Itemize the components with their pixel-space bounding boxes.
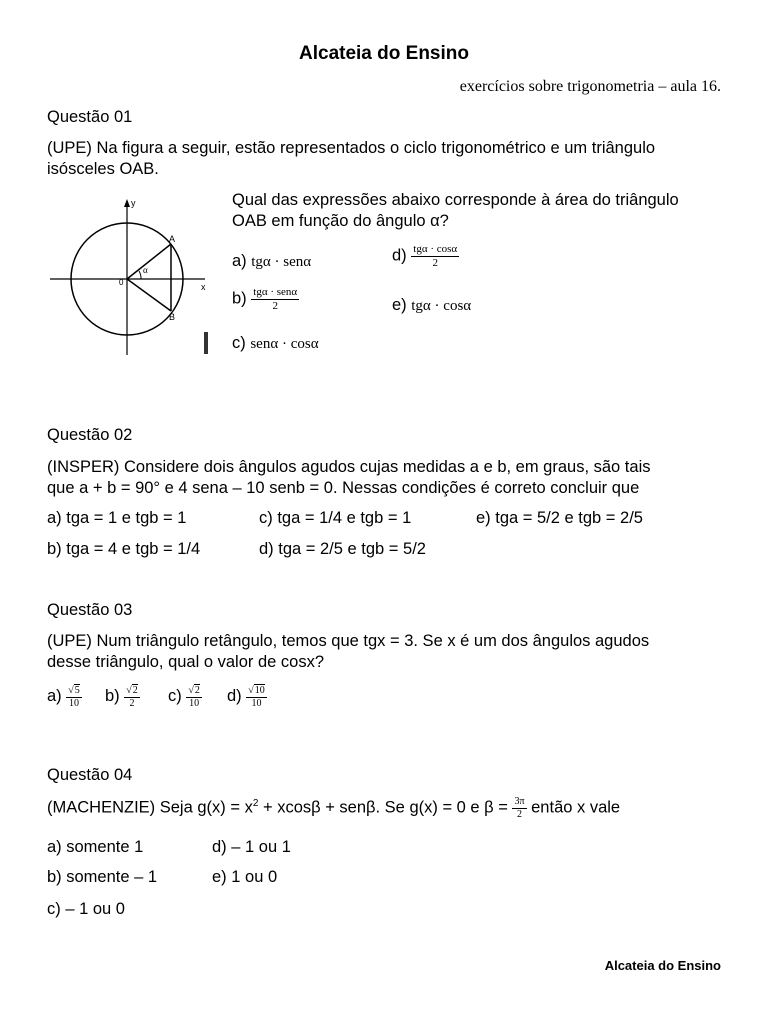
q3-option-b-denominator: 2 bbox=[129, 697, 135, 709]
q1-option-b-fraction bbox=[251, 286, 299, 312]
q1-text-line1: (UPE) Na figura a seguir, estão representados o ciclo trigonométrico e um triângulo bbox=[47, 139, 656, 157]
q1-option-b-numerator: tgα · senα bbox=[253, 286, 298, 298]
trig-circle-figure bbox=[45, 193, 220, 363]
label-a: A bbox=[169, 234, 176, 244]
label-x: x bbox=[201, 282, 206, 292]
q3-option-b-label: b) bbox=[105, 686, 120, 705]
segment-oa bbox=[127, 244, 171, 279]
q1-option-d bbox=[392, 243, 459, 269]
q1-option-c bbox=[232, 334, 319, 353]
q1-option-d-denominator: 2 bbox=[432, 256, 438, 269]
sqrt-symbol: √ bbox=[126, 685, 132, 696]
q3-option-a bbox=[47, 684, 82, 709]
q3-option-c-label: c) bbox=[168, 686, 182, 705]
label-y: y bbox=[131, 198, 136, 208]
q2-option-e: e) tga = 5/2 e tgb = 2/5 bbox=[476, 509, 643, 527]
segment-ob bbox=[127, 279, 171, 311]
publisher-mark bbox=[204, 332, 208, 354]
q4-beta-denominator: 2 bbox=[517, 808, 523, 820]
q3-option-b-radicand: 2 bbox=[132, 685, 138, 696]
q4-text-pre: (MACHENZIE) Seja g(x) = x bbox=[47, 798, 253, 817]
q4-beta-numerator: 3π bbox=[514, 796, 525, 807]
q4-heading: Questão 04 bbox=[47, 766, 133, 784]
sqrt-symbol: √ bbox=[248, 685, 254, 696]
q1-option-d-fraction bbox=[411, 243, 459, 269]
q3-option-b-fraction bbox=[124, 684, 140, 709]
q2-text-line2: que a + b = 90° e 4 sena – 10 senb = 0. Nessas condições é correto concluir que bbox=[47, 479, 640, 497]
q3-option-c bbox=[168, 684, 202, 709]
sqrt-symbol: √ bbox=[188, 685, 194, 696]
q3-option-a-radicand: 5 bbox=[74, 685, 80, 696]
q3-option-d-radicand: 10 bbox=[254, 685, 265, 696]
q4-option-b: b) somente – 1 bbox=[47, 868, 158, 886]
q1-option-e-expr: tgα · cosα bbox=[411, 298, 472, 314]
q4-option-a: a) somente 1 bbox=[47, 838, 144, 856]
q3-option-a-label: a) bbox=[47, 686, 62, 705]
q4-text bbox=[47, 796, 620, 820]
q2-option-a: a) tga = 1 e tgb = 1 bbox=[47, 509, 187, 527]
q3-option-a-fraction bbox=[66, 684, 82, 709]
q1-option-b-denominator: 2 bbox=[272, 299, 278, 312]
label-origin: 0 bbox=[119, 278, 124, 287]
q4-option-c: c) – 1 ou 0 bbox=[47, 900, 125, 918]
q4-exponent: 2 bbox=[252, 797, 259, 809]
q1-option-d-numerator: tgα · cosα bbox=[413, 243, 458, 255]
q3-option-d-denominator: 10 bbox=[251, 697, 262, 709]
q3-option-d-label: d) bbox=[227, 686, 242, 705]
q1-option-a bbox=[232, 252, 311, 271]
q1-option-c-label: c) bbox=[232, 334, 246, 352]
q3-text-line2: desse triângulo, qual o valor de cosx? bbox=[47, 653, 325, 671]
label-alpha: α bbox=[143, 265, 148, 275]
q3-text-line1: (UPE) Num triângulo retângulo, temos que tgx = 3. Se x é um dos ângulos agudos bbox=[47, 632, 650, 650]
q4-beta-fraction bbox=[512, 796, 526, 820]
footer-brand: Alcateia do Ensino bbox=[604, 958, 721, 973]
q3-option-b bbox=[105, 684, 140, 709]
q4-text-post: então x vale bbox=[526, 798, 621, 817]
q4-option-e: e) 1 ou 0 bbox=[212, 868, 278, 886]
q1-prompt-line2: OAB em função do ângulo α? bbox=[232, 212, 449, 230]
q3-option-c-radicand: 2 bbox=[194, 685, 200, 696]
q1-option-e bbox=[392, 296, 471, 315]
q3-option-c-fraction bbox=[186, 684, 202, 709]
q1-option-b-label: b) bbox=[232, 289, 247, 308]
q1-option-a-label: a) bbox=[232, 252, 247, 270]
sqrt-symbol: √ bbox=[68, 685, 74, 696]
q2-option-b: b) tga = 4 e tgb = 1/4 bbox=[47, 540, 201, 558]
q3-heading: Questão 03 bbox=[47, 601, 133, 619]
angle-arc bbox=[139, 271, 141, 279]
q2-option-d: d) tga = 2/5 e tgb = 5/2 bbox=[259, 540, 426, 558]
q2-option-c: c) tga = 1/4 e tgb = 1 bbox=[259, 509, 412, 527]
q1-option-c-expr: senα · cosα bbox=[250, 336, 319, 352]
q1-option-a-expr: tgα · senα bbox=[251, 254, 312, 270]
q3-option-d-fraction bbox=[246, 684, 267, 709]
q4-text-mid: + xcosβ + senβ. Se g(x) = 0 e β = bbox=[258, 798, 513, 817]
q3-option-c-denominator: 10 bbox=[189, 697, 200, 709]
q1-option-e-label: e) bbox=[392, 296, 407, 314]
label-b: B bbox=[169, 312, 176, 322]
y-axis-arrow bbox=[124, 199, 130, 207]
page-subtitle: exercícios sobre trigonometria – aula 16. bbox=[459, 78, 721, 95]
page-title: Alcateia do Ensino bbox=[299, 43, 469, 64]
q2-heading: Questão 02 bbox=[47, 426, 133, 444]
q1-prompt-line1: Qual das expressões abaixo corresponde à área do triângulo bbox=[232, 191, 679, 209]
q1-heading: Questão 01 bbox=[47, 108, 133, 126]
q4-option-d: d) – 1 ou 1 bbox=[212, 838, 291, 856]
q1-option-d-label: d) bbox=[392, 246, 407, 265]
q1-text-line2: isósceles OAB. bbox=[47, 160, 159, 178]
q3-option-d bbox=[227, 684, 267, 709]
q3-option-a-denominator: 10 bbox=[69, 697, 80, 709]
q1-option-b bbox=[232, 286, 299, 312]
q2-text-line1: (INSPER) Considere dois ângulos agudos cujas medidas a e b, em graus, são tais bbox=[47, 458, 651, 476]
